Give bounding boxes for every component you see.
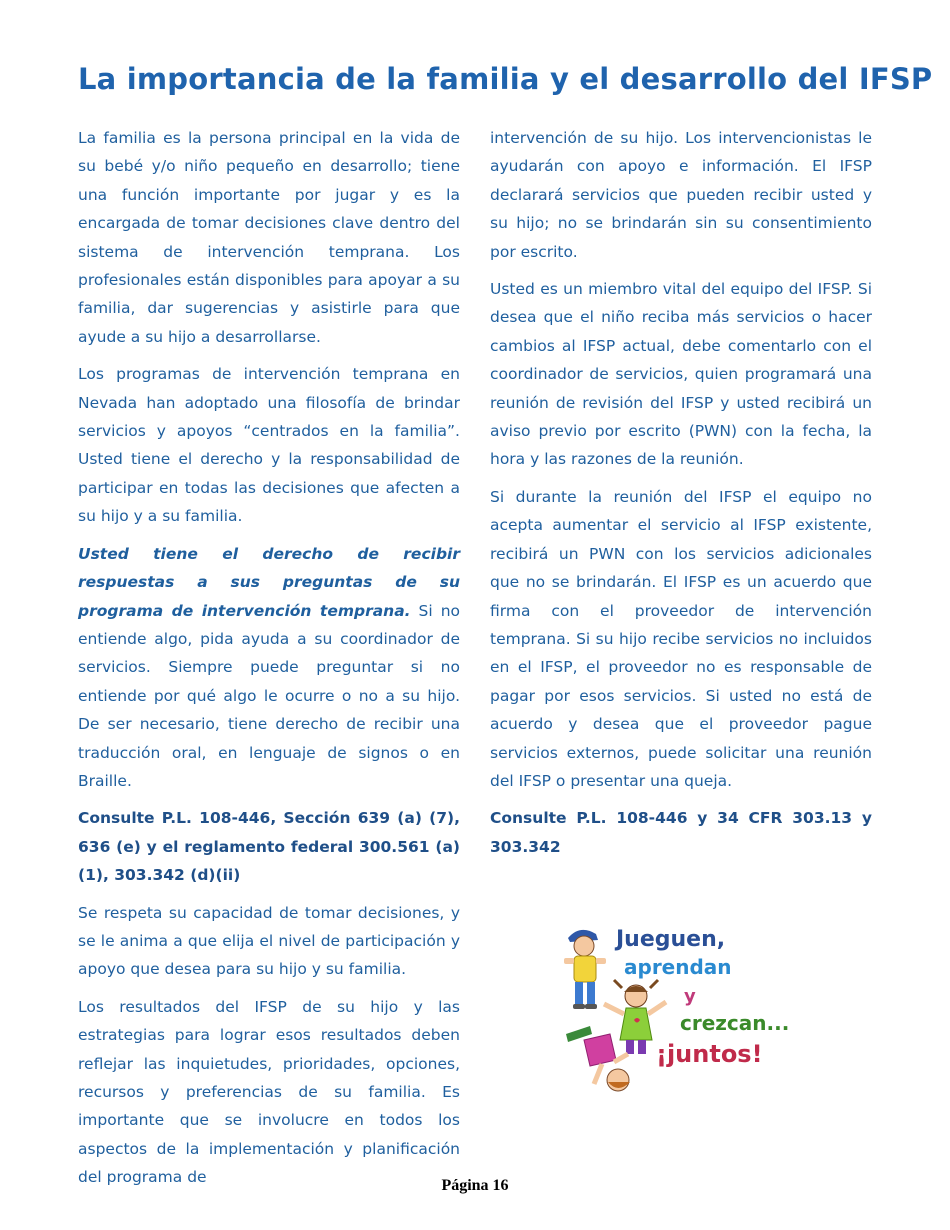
paragraph-family-role: La familia es la persona principal en la vida de su bebé y/o niño pequeño en desarrollo; tiene una función importante por jugar y es la encargada de tomar decisiones clave dentro del sistema de intervención temprana. Los profesionales están disponibles para apoyar a su familia, dar sugerencias y asistirle para que ayude a su hijo a desarrollarse.: [78, 129, 460, 346]
rights-emphasis: Usted tiene el derecho de recibir respuestas a sus preguntas de su programa de intervención temprana.: [78, 544, 460, 620]
page-title: La importancia de la familia y el desarrollo del IFSP: [78, 62, 933, 96]
left-column: [78, 124, 460, 1201]
boy-figure-icon: [564, 930, 606, 1009]
page-number: Página 16: [441, 1177, 509, 1194]
paragraph-family-centered: Los programas de intervención temprana en Nevada han adoptado una filosofía de brindar servicios y apoyos “centrados en la familia”. Usted tiene el derecho y la responsabilidad de participar en todas las decisiones que afecten a su hijo y a su familia.: [78, 365, 460, 526]
rights-text: Si no entiende algo, pida ayuda a su coordinador de servicios. Siempre puede preguntar si no entiende por qué algo le ocurre o no a su hijo. De ser necesario, tiene derecho de recibir una traducción oral, en lenguaje de signos o en Braille.: [78, 601, 460, 790]
logo-line-y: y: [684, 986, 696, 1007]
play-learn-grow-logo: [558, 922, 808, 1104]
legal-citation-1: Consulte P.L. 108-446, Sección 639 (a) (7), 636 (e) y el reglamento federal 300.561 (a) (1), 303.342 (d)(ii): [78, 809, 460, 885]
paragraph-ifsp-agreement: Si durante la reunión del IFSP el equipo no acepta aumentar el servicio al IFSP existente, recibirá un PWN con los servicios adicionales que no se brindarán. El IFSP es un acuerdo que firma con el proveedor de intervención temprana. Si su hijo recibe servicios no incluidos en el IFSP, el proveedor no es responsable de pagar por esos servicios. Si usted no está de acuerdo y desea que el proveedor pague servicios externos, puede solicitar una reunión del IFSP o presentar una queja.: [490, 487, 872, 790]
legal-citation-2: Consulte P.L. 108-446 y 34 CFR 303.13 y 303.342: [490, 809, 872, 856]
paragraph-right-to-answers: [78, 540, 460, 796]
logo-line-crezcan: crezcan...: [680, 1011, 790, 1035]
paragraph-ifsp-results: Los resultados del IFSP de su hijo y las estrategias para lograr esos resultados deben reflejar las inquietudes, prioridades, opciones, recursos y preferencias de su familia. Es importante que se involucre en todos los aspectos de la implementación y planificación del programa de: [78, 997, 460, 1187]
logo-line-aprendan: aprendan: [624, 955, 732, 979]
paragraph-decision-capacity: Se respeta su capacidad de tomar decisiones, y se le anima a que elija el nivel de participación y apoyo que desea para su hijo y su familia.: [78, 903, 460, 979]
right-column: [490, 124, 872, 870]
logo-line-juntos: ¡juntos!: [656, 1040, 763, 1068]
logo-line-jueguen: Jueguen,: [616, 927, 726, 952]
paragraph-intervention-continued: intervención de su hijo. Los intervencionistas le ayudarán con apoyo e información. El IFSP declarará servicios que pueden recibir usted y su hijo; no se brindarán sin su consentimiento por escrito.: [490, 129, 872, 261]
paragraph-vital-member: Usted es un miembro vital del equipo del IFSP. Si desea que el niño reciba más servicios o hacer cambios al IFSP actual, debe comentarlo con el coordinador de servicios, quien programará una reunión de revisión del IFSP y usted recibirá un aviso previo por escrito (PWN) con la fecha, la hora y las razones de la reunión.: [490, 280, 872, 469]
